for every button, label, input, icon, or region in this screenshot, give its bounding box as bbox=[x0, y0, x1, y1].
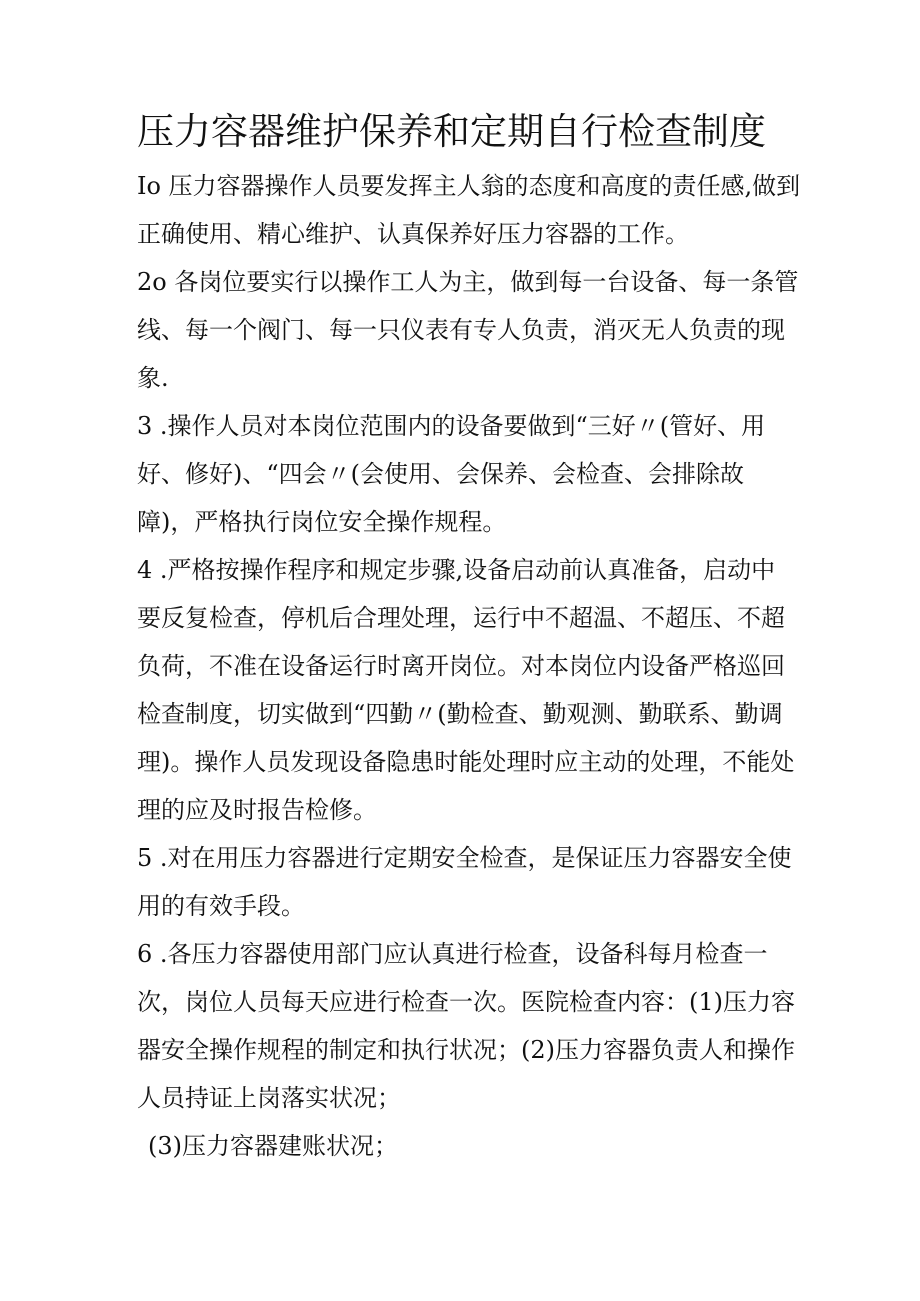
text-line: 5 .对在用压力容器进行定期安全检查，是保证压力容器安全使 bbox=[137, 844, 792, 872]
text-line: 用的有效手段。 bbox=[137, 892, 305, 920]
text-line: 线、每一个阀门、每一只仪表有专人负责，消灭无人负责的现 bbox=[137, 316, 785, 344]
text-line: 障)，严格执行岗位安全操作规程。 bbox=[137, 508, 507, 536]
text-line: 好、修好)、“四会〃(会使用、会保养、会检查、会排除故 bbox=[137, 460, 744, 488]
text-line: (3)压力容器建账状况； bbox=[148, 1132, 398, 1160]
text-line: 4 .严格按操作程序和规定步骤,设备启动前认真准备，启动中 bbox=[137, 556, 776, 584]
document-title: 压力容器维护保养和定期自行检查制度 bbox=[137, 110, 766, 153]
text-line: 理)。操作人员发现设备隐患时能处理时应主动的处理，不能处 bbox=[137, 748, 795, 776]
text-line: 检查制度，切实做到“四勤〃(勤检查、勤观测、勤联系、勤调 bbox=[137, 700, 783, 728]
text-line: 2o 各岗位要实行以操作工人为主，做到每一台设备、每一条管 bbox=[137, 268, 799, 296]
text-line: 人员持证上岗落实状况； bbox=[137, 1084, 401, 1112]
text-line: 3 .操作人员对本岗位范围内的设备要做到“三好〃(管好、用 bbox=[137, 412, 766, 440]
text-line: 6 .各压力容器使用部门应认真进行检查，设备科每月检查一 bbox=[137, 940, 768, 968]
text-line: 理的应及时报告检修。 bbox=[137, 796, 377, 824]
text-line: 负荷，不准在设备运行时离开岗位。对本岗位内设备严格巡回 bbox=[137, 652, 785, 680]
text-line: 象. bbox=[137, 364, 169, 392]
text-line: 要反复检查，停机后合理处理，运行中不超温、不超压、不超 bbox=[137, 604, 785, 632]
text-line: 器安全操作规程的制定和执行状况；(2)压力容器负责人和操作 bbox=[137, 1036, 795, 1064]
text-line: 正确使用、精心维护、认真保养好压力容器的工作。 bbox=[137, 220, 689, 248]
text-line: 次，岗位人员每天应进行检查一次。医院检查内容：(1)压力容 bbox=[137, 988, 795, 1016]
text-line: Io 压力容器操作人员要发挥主人翁的态度和高度的责任感,做到 bbox=[137, 172, 801, 200]
